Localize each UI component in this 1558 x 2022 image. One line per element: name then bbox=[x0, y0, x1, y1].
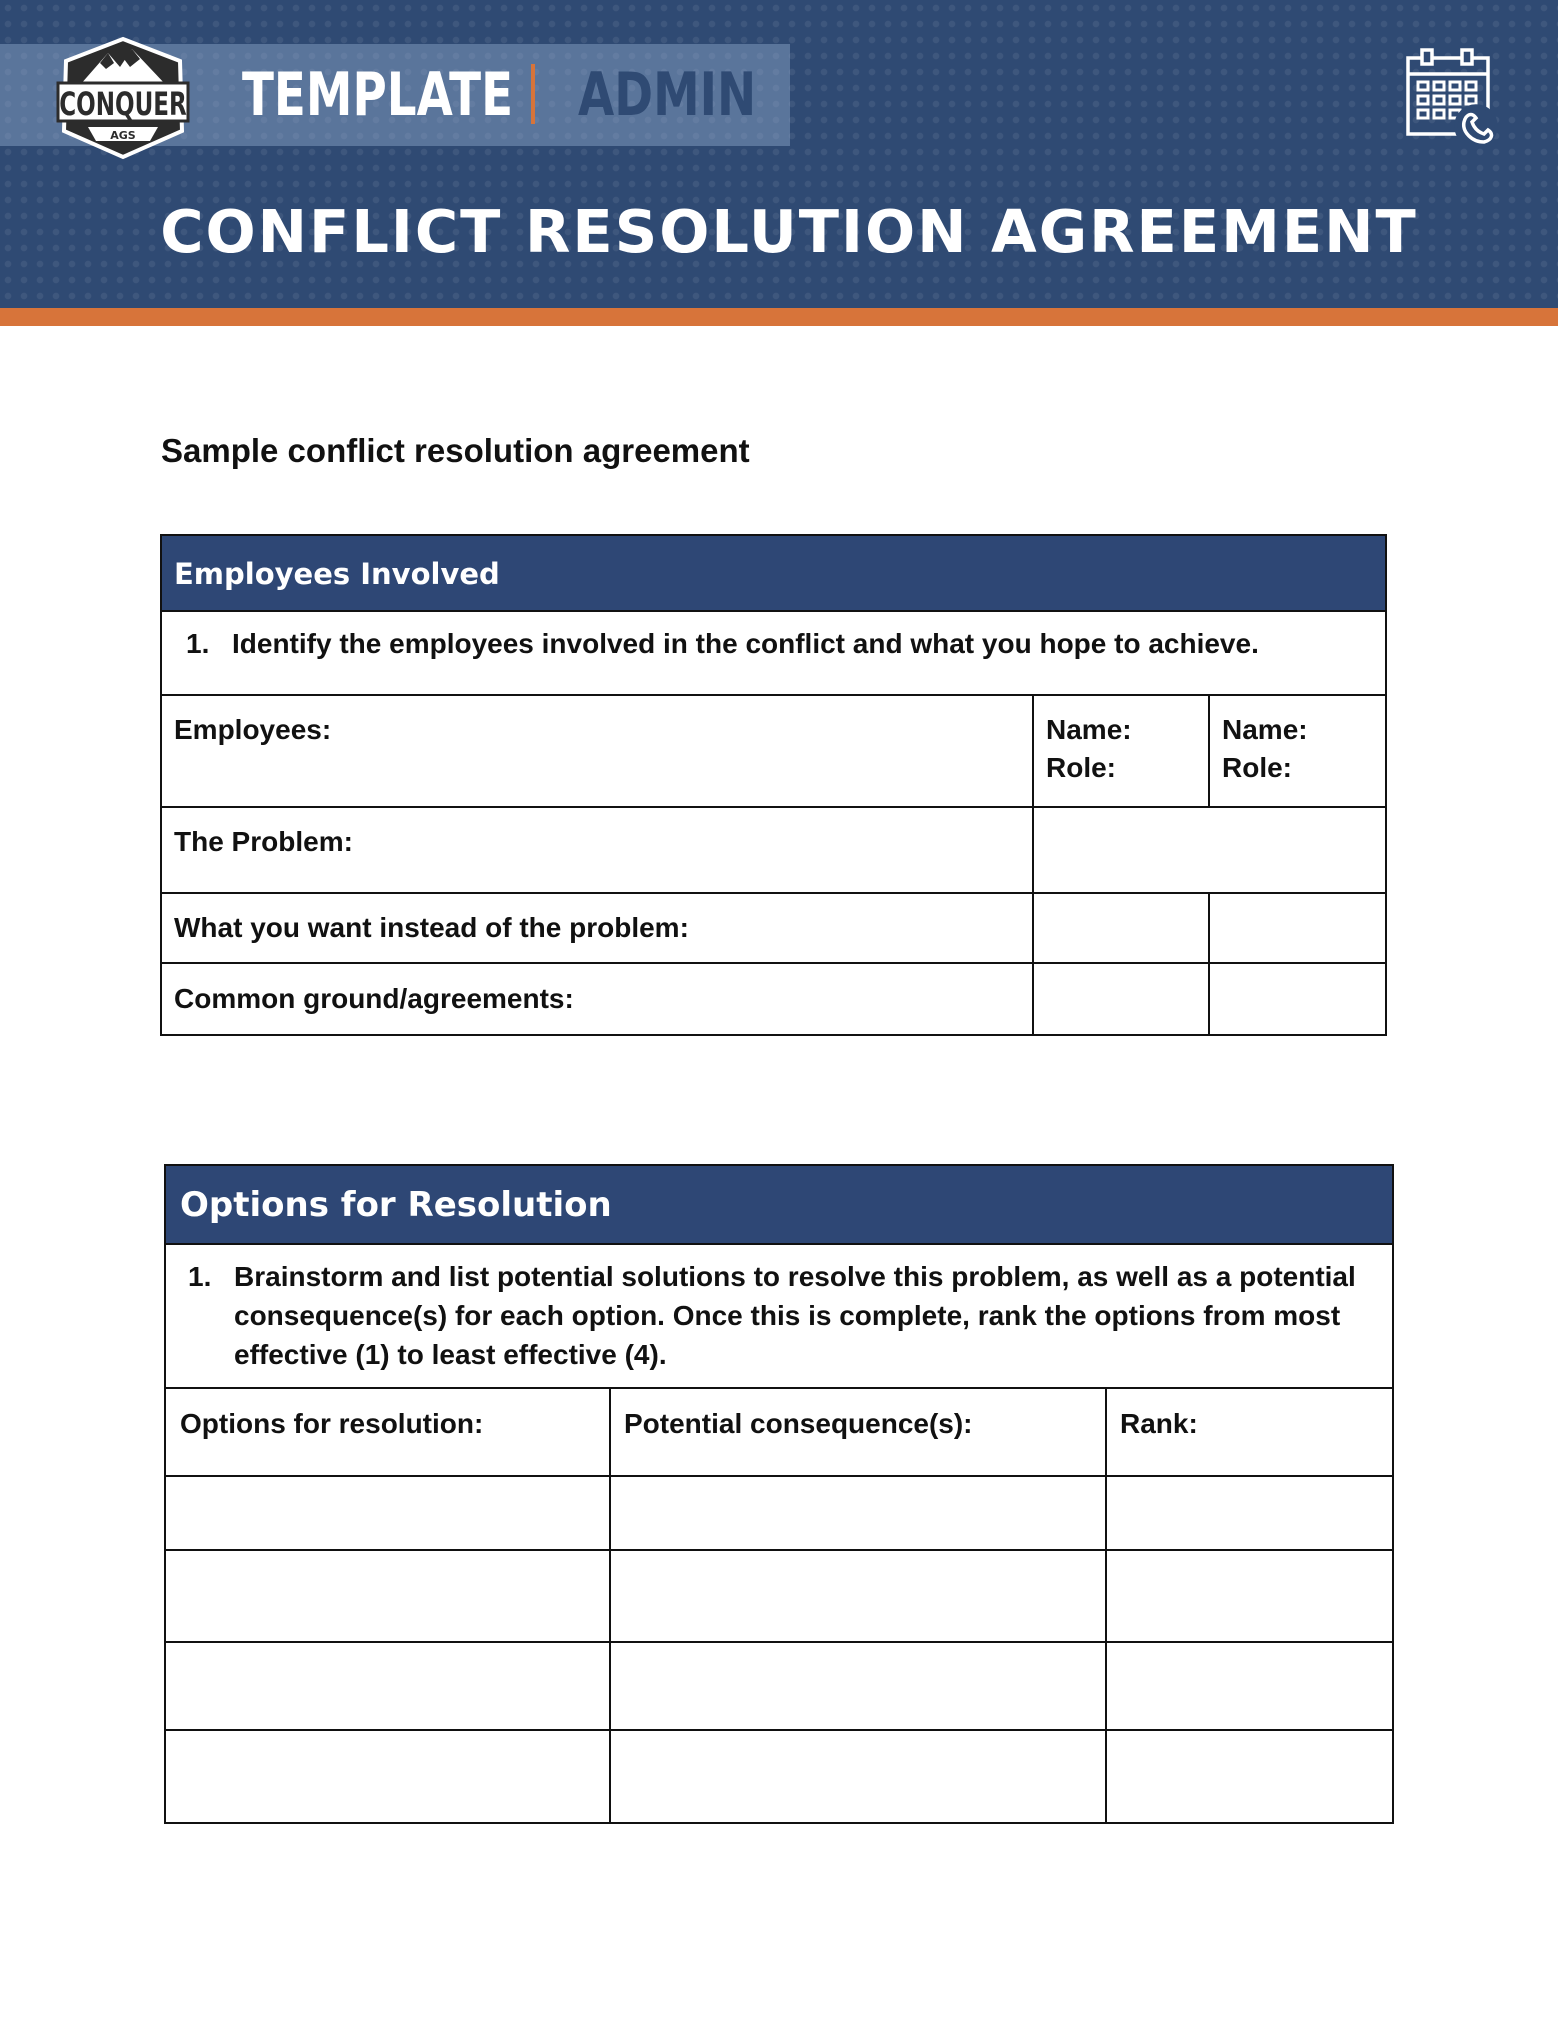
employee-2-desired-outcome-field[interactable] bbox=[1210, 894, 1385, 962]
problem-field[interactable] bbox=[1034, 808, 1385, 892]
option-4-field[interactable] bbox=[166, 1731, 609, 1822]
option-3-field[interactable] bbox=[166, 1643, 609, 1729]
option-2-field[interactable] bbox=[166, 1551, 609, 1641]
employee-1-desired-outcome-field[interactable] bbox=[1034, 894, 1208, 962]
employee-2-name-label: Name: bbox=[1222, 714, 1308, 745]
instruction-number: 1. bbox=[186, 628, 210, 659]
instruction-line-3: effective (1) to least effective (4). bbox=[234, 1339, 667, 1370]
rank-4-field[interactable] bbox=[1107, 1731, 1392, 1822]
instruction-line-1: Brainstorm and list potential solutions to resolve this problem, as well as a potential bbox=[234, 1261, 1356, 1292]
divider bbox=[1208, 694, 1210, 807]
consequence-1-field[interactable] bbox=[611, 1477, 1105, 1549]
rank-3-field[interactable] bbox=[1107, 1643, 1392, 1729]
employee-1-common-ground-field[interactable] bbox=[1034, 964, 1208, 1034]
column-header-options: Options for resolution: bbox=[180, 1408, 484, 1439]
options-table-heading: Options for Resolution bbox=[166, 1166, 1392, 1244]
header-accent-stripe bbox=[0, 308, 1558, 326]
employee-2-common-ground-field[interactable] bbox=[1210, 964, 1385, 1034]
column-header-rank: Rank: bbox=[1120, 1408, 1198, 1439]
employees-instruction bbox=[186, 624, 1366, 664]
common-ground-label: Common ground/agreements: bbox=[174, 983, 574, 1014]
divider bbox=[164, 1387, 1394, 1389]
logo-sub: AGS bbox=[110, 129, 136, 142]
section-label-admin: ADMIN bbox=[578, 60, 757, 130]
instruction-text: Identify the employees involved in the conflict and what you hope to achieve. bbox=[232, 628, 1259, 659]
employee-2-role-label: Role: bbox=[1222, 752, 1292, 783]
section-divider bbox=[531, 64, 535, 124]
option-1-field[interactable] bbox=[166, 1477, 609, 1549]
logo-wordmark: CONQUER bbox=[59, 85, 187, 124]
employee-1-name-label: Name: bbox=[1046, 714, 1132, 745]
employees-label: Employees: bbox=[174, 714, 332, 745]
document-subtitle: Sample conflict resolution agreement bbox=[161, 432, 750, 469]
divider bbox=[160, 694, 1387, 696]
rank-2-field[interactable] bbox=[1107, 1551, 1392, 1641]
consequence-3-field[interactable] bbox=[611, 1643, 1105, 1729]
instruction-line-2: consequence(s) for each option. Once this is complete, rank the options from most bbox=[234, 1300, 1341, 1331]
divider bbox=[164, 1243, 1394, 1245]
conquer-logo bbox=[50, 33, 196, 161]
employee-1-role-label: Role: bbox=[1046, 752, 1116, 783]
rank-1-field[interactable] bbox=[1107, 1477, 1392, 1549]
section-label-template: TEMPLATE bbox=[242, 60, 514, 130]
page-title: CONFLICT RESOLUTION AGREEMENT bbox=[160, 197, 1418, 266]
employees-table-heading: Employees Involved bbox=[162, 536, 1385, 611]
desired-outcome-label: What you want instead of the problem: bbox=[174, 912, 689, 943]
options-instruction bbox=[188, 1257, 1378, 1377]
consequence-4-field[interactable] bbox=[611, 1731, 1105, 1822]
column-header-consequences: Potential consequence(s): bbox=[624, 1408, 973, 1439]
calendar-phone-icon bbox=[1404, 48, 1500, 146]
consequence-2-field[interactable] bbox=[611, 1551, 1105, 1641]
divider bbox=[160, 610, 1387, 612]
problem-label: The Problem: bbox=[174, 826, 353, 857]
instruction-number: 1. bbox=[188, 1261, 212, 1292]
